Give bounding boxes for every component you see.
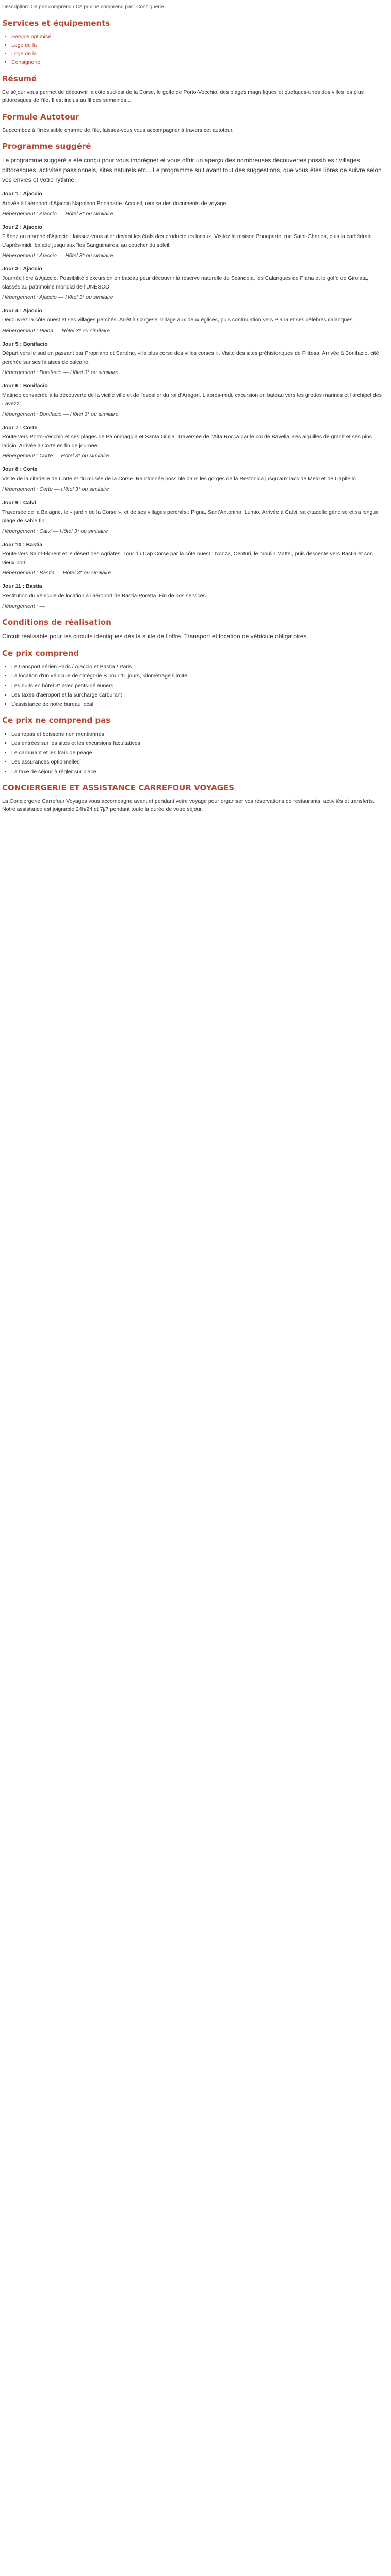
list-item: • Les nuits en hôtel 3* avec petits-déjeuners [11, 682, 385, 690]
resume-title: Résumé [2, 74, 37, 83]
day-accommodation: Hébergement : Calvi — Hôtel 3* ou similaire [2, 528, 108, 534]
day-accommodation: Hébergement : Ajaccio — Hôtel 3* ou similaire [2, 294, 113, 300]
concierge-text: La Conciergerie Carrefour Voyages vous accompagne avant et pendant votre voyage pour organiser vos réservations de restaurants, activités et transferts. Notre assistance est joignable 24h/24 et 7j/7 pendant toute la durée de votre séjour. [2, 798, 374, 813]
day-accommodation: Hébergement : — [2, 603, 45, 609]
list-item: • La location d'un véhicule de catégorie B pour 11 jours, kilométrage illimité [11, 672, 385, 680]
day-block [2, 465, 385, 494]
list-item: • Les repas et boissons non mentionnés [11, 730, 385, 738]
day-block [2, 307, 385, 335]
day-title: Jour 4 : Ajaccio [2, 308, 42, 314]
services-item[interactable]: • Consignerie [11, 58, 385, 67]
programme-title: Programme suggéré [2, 142, 91, 151]
day-accommodation: Hébergement : Corte — Hôtel 3* ou similaire [2, 486, 109, 493]
day-text: Journée libre à Ajaccio. Possibilité d'excursion en bateau pour découvrir la réserve naturelle de Scandola, les Calanques de Piana et le golfe de Girolata, classés au patrimoine mondial de l'UNESCO. [2, 275, 369, 290]
services-title: Services et équipements [2, 18, 110, 28]
list-item: • Les taxes d'aéroport et la surcharge carburant [11, 691, 385, 699]
day-block [2, 582, 385, 611]
day-title: Jour 11 : Bastia [2, 583, 42, 590]
day-text: Flânez au marché d'Ajaccio : laissez-vous aller devant les étals des producteurs locaux. Visitez la maison Bonaparte, rue Saint-Charles, puis la cathédrale. L'après-midi, balade jusqu'aux îles Sanguinaires, au coucher du soleil. [2, 233, 373, 248]
day-block [2, 340, 385, 377]
day-block [2, 223, 385, 260]
day-text: Départ vers le sud en passant par Propriano et Sartène, « la plus corse des villes corses ». Visite des sites préhistoriques de Filitosa. Arrivée à Bonifacio, cité perchée sur ses falaises de calcaire. [2, 350, 379, 365]
day-text: Arrivée à l'aéroport d'Ajaccio Napoléon Bonaparte. Accueil, remise des documents de voyage. [2, 200, 228, 207]
day-block [2, 265, 385, 301]
day-text: Route vers Porto-Vecchio et ses plages de Palombaggia et Santa Giulia. Traversée de l'Alta Rocca par le col de Bavella, ses aiguilles de granit et ses pins laricio. Arrivée à Corte en fin de journée. [2, 434, 372, 449]
day-accommodation: Hébergement : Bonifacio — Hôtel 3* ou similaire [2, 411, 119, 417]
formule-text: Succombez à l'irrésistible charme de l'île, laissez-vous vous accompagner à travers cet autotour. [2, 127, 234, 133]
services-item[interactable]: • Logo de la [11, 41, 385, 50]
services-item[interactable]: • Service optimisé [11, 32, 385, 41]
page-root [0, 0, 387, 828]
day-title: Jour 1 : Ajaccio [2, 191, 42, 197]
day-accommodation: Hébergement : Corte — Hôtel 3* ou similaire [2, 452, 109, 459]
day-accommodation: Hébergement : Ajaccio — Hôtel 3* ou similaire [2, 210, 113, 217]
day-title: Jour 6 : Bonifacio [2, 383, 48, 389]
comprend-list [11, 663, 385, 708]
day-block [2, 423, 385, 460]
day-block [2, 499, 385, 535]
top-description [2, 2, 385, 11]
day-title: Jour 2 : Ajaccio [2, 224, 42, 231]
day-block [2, 382, 385, 418]
day-title: Jour 8 : Corte [2, 466, 38, 473]
formule-title: Formule Autotour [2, 112, 79, 122]
day-text: Découvrez la côte ouest et ses villages perchés. Arrêt à Cargèse, village aux deux églises, puis continuation vers Piana et ses célèbres calanques. [2, 317, 354, 324]
day-text: Restitution du véhicule de location à l'aéroport de Bastia-Poretta. Fin de nos services. [2, 592, 207, 599]
concierge-title: CONCIERGERIE ET ASSISTANCE CARREFOUR VOYAGES [2, 783, 235, 792]
day-block [2, 540, 385, 577]
services-list [11, 32, 385, 67]
resume-text: Ce séjour vous permet de découvrir la côte sud-est de la Corse, le golfe de Porto-Vecchio, des plages magnifiques et quelques-unes des villes les plus pittoresques de l'île. Il est inclus au fil des semaines... [2, 89, 364, 104]
conditions-title: Conditions de réalisation [2, 617, 111, 627]
day-title: Jour 10 : Bastia [2, 541, 43, 548]
day-accommodation: Hébergement : Bastia — Hôtel 3* ou similaire [2, 569, 111, 576]
days-list [2, 190, 385, 611]
ne-comprend-list [11, 730, 385, 776]
conditions-text: Circuit réalisable pour les circuits identiques dès la suite de l'offre. Transport et location de véhicule obligatoires. [2, 633, 308, 640]
list-item: • Les entrées sur les sites et les excursions facultatives [11, 739, 385, 748]
day-accommodation: Hébergement : Bonifacio — Hôtel 3* ou similaire [2, 369, 119, 376]
day-text: Route vers Saint-Florent et le désert des Agriates. Tour du Cap Corse par la côte ouest : Nonza, Centuri, le moulin Mattei, puis descente vers Bastia et son vieux port. [2, 551, 373, 566]
day-title: Jour 9 : Calvi [2, 499, 36, 506]
list-item: • L'assistance de notre bureau local [11, 700, 385, 708]
list-item: • La taxe de séjour à régler sur place [11, 768, 385, 776]
day-accommodation: Hébergement : Piana — Hôtel 3* ou similaire [2, 327, 110, 334]
programme-intro: Le programme suggéré a été conçu pour vous imprégner et vous offrir un aperçu des nombreuses découvertes possibles : villages pittoresques, activités passionnels, sites naturels etc... Le programme suit avant tout des suggestions, que vous êtes libres de suivre selon vos envies et votre rythme. [2, 157, 382, 183]
comprend-title: Ce prix comprend [2, 648, 79, 658]
services-item[interactable]: • Loge de la [11, 49, 385, 58]
ne-comprend-title: Ce prix ne comprend pas [2, 716, 111, 725]
list-item: • Les assurances optionnelles [11, 758, 385, 766]
day-accommodation: Hébergement : Ajaccio — Hôtel 3* ou similaire [2, 252, 113, 259]
day-title: Jour 3 : Ajaccio [2, 266, 42, 273]
day-title: Jour 5 : Bonifacio [2, 341, 48, 347]
list-item: • Le transport aérien Paris / Ajaccio et Bastia / Paris [11, 663, 385, 671]
day-text: Matinée consacrée à la découverte de la vieille ville et de l'escalier du roi d'Aragon. L'après-midi, excursion en bateau vers les grottes marines et l'archipel des Lavezzi. [2, 392, 382, 407]
day-block [2, 190, 385, 218]
day-text: Visite de la citadelle de Corte et du musée de la Corse. Randonnée possible dans les gorges de la Restonica jusqu'aux lacs de Melo et de Capitello. [2, 476, 357, 482]
day-text: Traversée de la Balagne, le « jardin de la Corse », et de ses villages perchés : Pigna, Sant'Antonino, Lumio. Arrivée à Calvi, sa citadelle génoise et sa longue plage de sable fin. [2, 509, 379, 524]
day-title: Jour 7 : Corte [2, 425, 38, 431]
top-description-text: Description: Ce prix comprend / Ce prix ne comprend pas: Consignerie [2, 4, 164, 10]
list-item: • Le carburant et les frais de péage [11, 749, 385, 757]
